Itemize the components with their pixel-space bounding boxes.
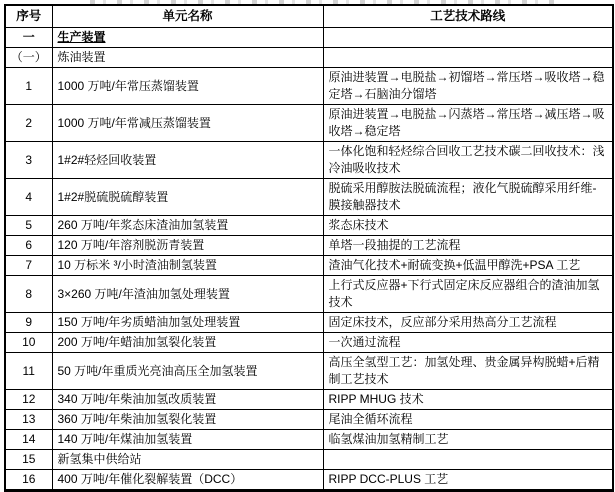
unit-name-cell: 1000 万吨/年常压蒸馏装置: [52, 68, 323, 105]
serial-no-cell: 11: [5, 353, 52, 390]
unit-name-cell: 炼油装置: [52, 48, 323, 68]
serial-no-cell: 1: [5, 68, 52, 105]
tech-route-cell: 一体化饱和轻烃综合回收工艺技术碳二回收技术：浅冷油吸收技术: [323, 142, 613, 179]
table-row: [5, 28, 613, 48]
unit-name-cell: 3×260 万吨/年渣油加氢处理装置: [52, 276, 323, 313]
tech-route-cell: 原油进装置→电脱盐→初馏塔→常压塔→吸收塔→稳定塔→石脑油分馏塔: [323, 68, 613, 105]
serial-no-cell: 14: [5, 430, 52, 450]
serial-no-cell: （一）: [5, 48, 52, 68]
table-header-row: [5, 5, 613, 28]
tech-route-cell: [323, 48, 613, 68]
table-row: [5, 105, 613, 142]
unit-name-cell: 生产装置: [52, 28, 323, 48]
unit-name-cell: 50 万吨/年重质光亮油高压全加氢装置: [52, 353, 323, 390]
table-row: [5, 256, 613, 276]
table-row: [5, 313, 613, 333]
serial-no-cell: 12: [5, 390, 52, 410]
table-row: [5, 276, 613, 313]
table-row: [5, 48, 613, 68]
unit-name-cell: 360 万吨/年柴油加氢裂化装置: [52, 410, 323, 430]
unit-name-cell: 140 万吨/年煤油加氢装置: [52, 430, 323, 450]
col-header-serial-no: 序号: [5, 5, 52, 28]
table-body: [5, 28, 613, 491]
serial-no-cell: 8: [5, 276, 52, 313]
unit-name-cell: 1#2#脱硫脱硫醇装置: [52, 179, 323, 216]
tech-route-cell: 临氢煤油加氢精制工艺: [323, 430, 613, 450]
tech-route-cell: 单塔一段抽提的工艺流程: [323, 236, 613, 256]
process-route-table: [4, 4, 614, 492]
unit-name-cell: 400 万吨/年催化裂解装置（DCC）: [52, 470, 323, 491]
table-row: [5, 430, 613, 450]
unit-name-cell: 340 万吨/年柴油加氢改质装置: [52, 390, 323, 410]
table-row: [5, 353, 613, 390]
tech-route-cell: 固定床技术，反应部分采用热高分工艺流程: [323, 313, 613, 333]
serial-no-cell: 15: [5, 450, 52, 470]
serial-no-cell: 10: [5, 333, 52, 353]
serial-no-cell: 2: [5, 105, 52, 142]
table-row: [5, 450, 613, 470]
serial-no-cell: 3: [5, 142, 52, 179]
unit-name-cell: 200 万吨/年蜡油加氢裂化装置: [52, 333, 323, 353]
serial-no-cell: 一: [5, 28, 52, 48]
unit-name-cell: 120 万吨/年溶剂脱沥青装置: [52, 236, 323, 256]
table-row: [5, 470, 613, 491]
table-row: [5, 390, 613, 410]
tech-route-cell: 原油进装置→电脱盐→闪蒸塔→常压塔→减压塔→吸收塔→稳定塔: [323, 105, 613, 142]
tech-route-cell: [323, 450, 613, 470]
unit-name-cell: 150 万吨/年劣质蜡油加氢处理装置: [52, 313, 323, 333]
serial-no-cell: 9: [5, 313, 52, 333]
unit-name-cell: 新氢集中供给站: [52, 450, 323, 470]
unit-name-cell: 1#2#轻烃回收装置: [52, 142, 323, 179]
table-row: [5, 68, 613, 105]
tech-route-cell: RIPP MHUG 技术: [323, 390, 613, 410]
table-row: [5, 333, 613, 353]
tech-route-cell: 上行式反应器+下行式固定床反应器组合的渣油加氢技术: [323, 276, 613, 313]
tech-route-cell: 一次通过流程: [323, 333, 613, 353]
serial-no-cell: 4: [5, 179, 52, 216]
serial-no-cell: 13: [5, 410, 52, 430]
col-header-tech-route: 工艺技术路线: [323, 5, 613, 28]
unit-name-cell: 10 万标米 ³/小时渣油制氢装置: [52, 256, 323, 276]
unit-name-cell: 1000 万吨/年常减压蒸馏装置: [52, 105, 323, 142]
table-row: [5, 410, 613, 430]
serial-no-cell: 6: [5, 236, 52, 256]
table-row: [5, 236, 613, 256]
serial-no-cell: 7: [5, 256, 52, 276]
tech-route-cell: 浆态床技术: [323, 216, 613, 236]
tech-route-cell: RIPP DCC-PLUS 工艺: [323, 470, 613, 491]
tech-route-cell: 高压全氢型工艺：加氢处理、贵金属异构脱蜡+后精制工艺技术: [323, 353, 613, 390]
tech-route-cell: [323, 28, 613, 48]
table-row: [5, 179, 613, 216]
serial-no-cell: 16: [5, 470, 52, 491]
serial-no-cell: 5: [5, 216, 52, 236]
table-row: [5, 216, 613, 236]
tech-route-cell: 渣油气化技术+耐硫变换+低温甲醇洗+PSA 工艺: [323, 256, 613, 276]
tech-route-cell: 脱硫采用醇胺法脱硫流程；液化气脱硫醇采用纤维-膜接触器技术: [323, 179, 613, 216]
unit-name-cell: 260 万吨/年浆态床渣油加氢装置: [52, 216, 323, 236]
tech-route-cell: 尾油全循环流程: [323, 410, 613, 430]
table-row: [5, 142, 613, 179]
col-header-unit-name: 单元名称: [52, 5, 323, 28]
